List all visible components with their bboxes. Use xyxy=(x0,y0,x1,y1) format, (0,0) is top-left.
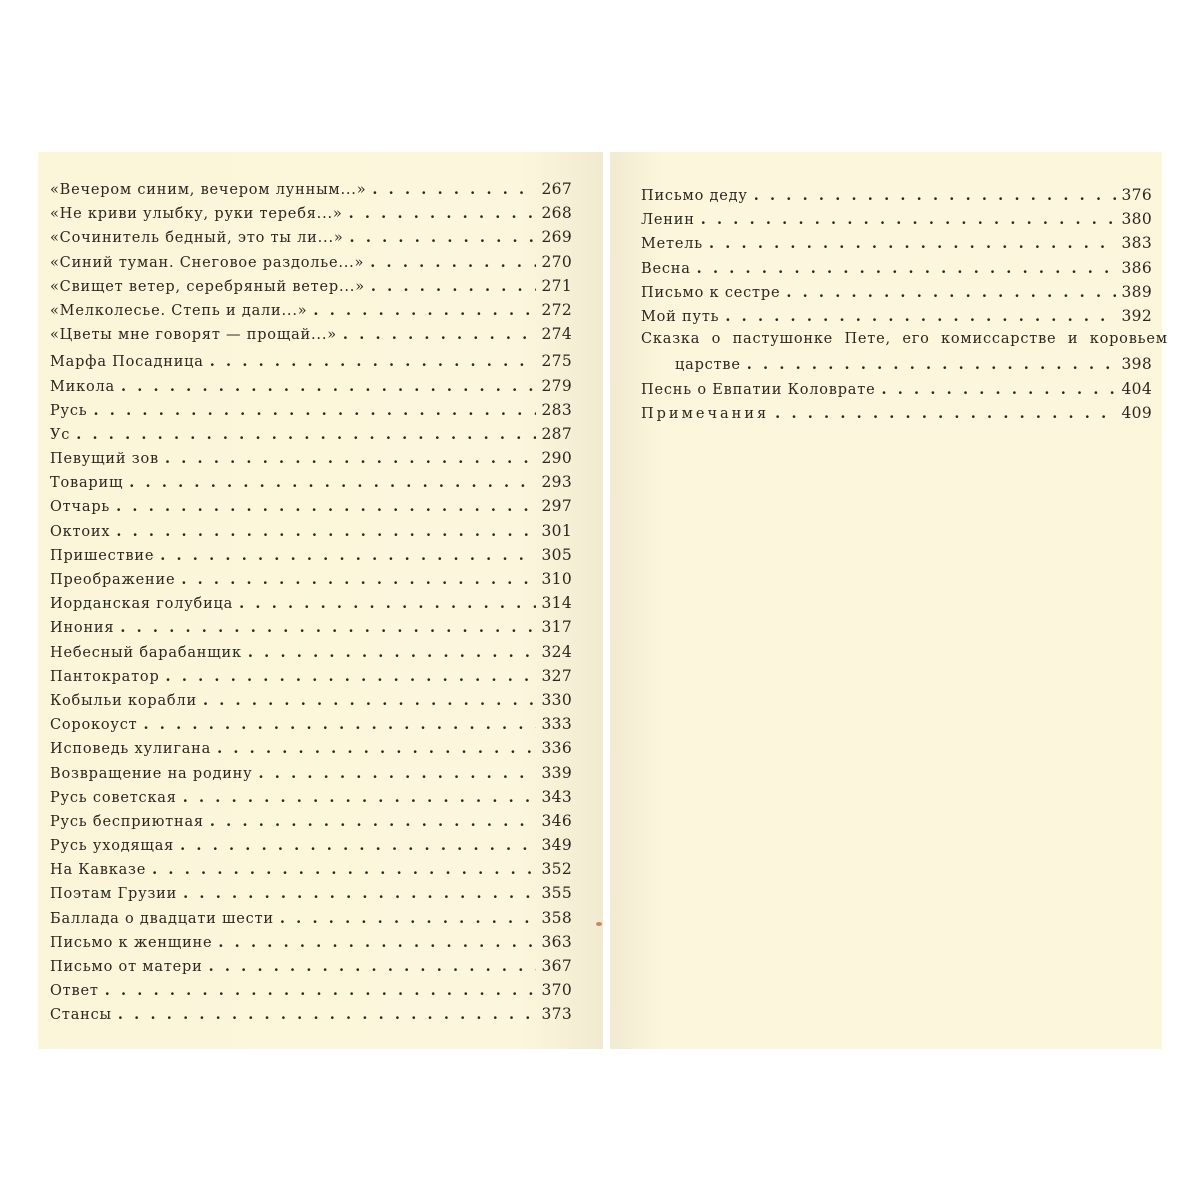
leader-dots xyxy=(160,547,535,564)
leader-dots xyxy=(725,308,1115,325)
toc-entry[interactable] xyxy=(50,618,572,642)
toc-entry-page-number: 301 xyxy=(541,521,572,540)
leader-dots xyxy=(129,474,535,491)
leader-dots xyxy=(76,426,535,443)
toc-entry[interactable] xyxy=(50,228,572,252)
leader-dots xyxy=(181,571,535,588)
toc-entry[interactable] xyxy=(641,404,1152,428)
toc-list-left xyxy=(50,180,572,1030)
toc-entry-page-number: 409 xyxy=(1121,403,1152,422)
toc-entry-title: Возвращение на родину xyxy=(50,765,253,782)
toc-entry[interactable] xyxy=(50,884,572,908)
leader-dots xyxy=(370,254,535,271)
toc-group xyxy=(641,380,1152,428)
toc-entry-page-number: 383 xyxy=(1121,234,1152,253)
toc-entry[interactable] xyxy=(50,812,572,836)
toc-entry-title: Весна xyxy=(641,260,691,277)
toc-entry-title: Письмо к женщине xyxy=(50,934,213,951)
toc-entry-page-number: 386 xyxy=(1121,258,1152,277)
toc-entry-title: Письмо деду xyxy=(641,188,748,204)
toc-entry[interactable] xyxy=(641,259,1152,283)
leader-dots xyxy=(280,910,536,927)
toc-entry-title: Преображение xyxy=(50,572,176,588)
toc-entry-page-number: 324 xyxy=(541,642,572,661)
leader-dots xyxy=(697,260,1116,277)
toc-entry[interactable] xyxy=(50,860,572,884)
toc-entry-page-number: 283 xyxy=(541,400,572,419)
toc-entry-title: царстве xyxy=(675,357,741,374)
toc-entry[interactable] xyxy=(50,377,572,401)
leader-dots xyxy=(121,378,536,395)
toc-entry-page-number: 330 xyxy=(541,690,572,709)
toc-entry-title: Кобыльи корабли xyxy=(50,692,197,709)
right-page xyxy=(610,152,1168,1049)
leader-dots xyxy=(183,789,536,806)
toc-entry-title: Исповедь хулигана xyxy=(50,741,212,758)
toc-entry[interactable] xyxy=(50,957,572,981)
toc-entry[interactable] xyxy=(641,355,1152,379)
toc-entry-page-number: 343 xyxy=(541,787,572,806)
toc-entry-page-number: 358 xyxy=(541,908,572,927)
toc-entry-title: Октоих xyxy=(50,523,111,540)
toc-entry[interactable] xyxy=(50,204,572,228)
toc-entry-title: Русь советская xyxy=(50,789,177,806)
toc-entry[interactable] xyxy=(50,401,572,425)
leader-dots xyxy=(701,211,1116,228)
toc-entry-title: Певущий зов xyxy=(50,451,159,468)
leader-dots xyxy=(165,450,536,467)
toc-entry[interactable] xyxy=(50,933,572,957)
toc-entry-page-number: 380 xyxy=(1121,210,1152,229)
toc-entry-page-number: 404 xyxy=(1121,379,1152,398)
toc-entry[interactable] xyxy=(50,301,572,325)
toc-entry-title: Письмо от матери xyxy=(50,959,203,975)
toc-entry[interactable] xyxy=(50,643,572,667)
toc-entry-title: «Свищет ветер, серебряный ветер...» xyxy=(50,278,365,295)
toc-entry-title: Сорокоуст xyxy=(50,717,138,734)
toc-entry[interactable] xyxy=(50,449,572,473)
toc-entry-page-number: 349 xyxy=(541,836,572,855)
toc-entry-title: Поэтам Грузии xyxy=(50,886,178,903)
toc-entry-title: Иорданская голубица xyxy=(50,596,234,613)
toc-entry-page-number: 305 xyxy=(541,545,572,564)
toc-entry-page-number: 333 xyxy=(541,715,572,734)
toc-entry-title: «Сочинитель бедный, это ты ли...» xyxy=(50,230,344,247)
leader-dots xyxy=(239,595,535,612)
toc-entry-page-number: 370 xyxy=(541,981,572,1000)
toc-entry-page-number: 268 xyxy=(541,204,572,223)
toc-entry-title: Пантократор xyxy=(50,668,160,685)
toc-entry-page-number: 269 xyxy=(541,228,572,247)
leader-dots xyxy=(210,813,536,830)
toc-entry[interactable] xyxy=(50,497,572,521)
toc-entry-page-number: 398 xyxy=(1121,355,1152,374)
toc-entry-title: Товарищ xyxy=(50,475,124,492)
leader-dots xyxy=(371,278,536,295)
toc-entry-page-number: 275 xyxy=(541,352,572,371)
leader-dots xyxy=(209,958,536,975)
toc-entry-page-number: 355 xyxy=(541,884,572,903)
toc-entry-title: «Мелколесье. Степь и дали...» xyxy=(50,302,308,319)
toc-entry-title: Песнь о Евпатии Коловрате xyxy=(641,381,876,398)
toc-entry-page-number: 352 xyxy=(541,860,572,879)
leader-dots xyxy=(217,740,535,757)
toc-entry-page-number: 339 xyxy=(541,763,572,782)
toc-entry[interactable] xyxy=(50,764,572,788)
leader-dots xyxy=(210,353,536,370)
toc-entry-title: «Не криви улыбку, руки теребя...» xyxy=(50,206,343,223)
toc-entry[interactable] xyxy=(50,1005,572,1029)
toc-list-right xyxy=(641,186,1168,428)
toc-entry[interactable] xyxy=(50,473,572,497)
toc-entry-title: «Вечером синим, вечером лунным...» xyxy=(50,182,367,198)
leader-dots xyxy=(118,1006,536,1023)
toc-entry-page-number: 336 xyxy=(541,739,572,758)
toc-entry-title: Небесный барабанщик xyxy=(50,644,242,661)
toc-entry-title: «Цветы мне говорят — прощай...» xyxy=(50,327,337,344)
toc-entry[interactable] xyxy=(50,981,572,1005)
toc-entry-page-number: 373 xyxy=(541,1005,572,1024)
toc-entry-page-number: 293 xyxy=(541,473,572,492)
toc-entry-title: Письмо к сестре xyxy=(641,284,781,301)
leader-dots xyxy=(116,498,535,515)
toc-entry-page-number: 272 xyxy=(541,300,572,319)
toc-entry-title: Инония xyxy=(50,620,115,637)
toc-entry-title: Ус xyxy=(50,426,71,443)
toc-entry[interactable] xyxy=(641,210,1152,234)
leader-dots xyxy=(349,205,536,222)
leader-dots xyxy=(218,934,535,951)
toc-entry-title: Русь бесприютная xyxy=(50,813,204,830)
leader-dots xyxy=(881,381,1115,398)
toc-entry[interactable] xyxy=(641,307,1152,331)
toc-entry-page-number: 392 xyxy=(1121,306,1152,325)
toc-entry[interactable] xyxy=(50,522,572,546)
toc-entry-page-number: 363 xyxy=(541,932,572,951)
toc-entry-title: Марфа Посадница xyxy=(50,354,204,371)
toc-entry-page-number: 297 xyxy=(541,497,572,516)
toc-entry-page-number: 310 xyxy=(541,570,572,588)
toc-entry[interactable] xyxy=(50,570,572,594)
toc-entry-title: Пришествие xyxy=(50,547,155,564)
leader-dots xyxy=(166,668,536,685)
leader-dots xyxy=(258,765,535,782)
toc-entry[interactable] xyxy=(50,788,572,812)
leader-dots xyxy=(180,837,535,854)
leader-dots xyxy=(183,885,535,902)
toc-entry[interactable] xyxy=(50,836,572,860)
leader-dots xyxy=(372,181,535,198)
toc-entry[interactable] xyxy=(50,715,572,739)
toc-entry-page-number: 346 xyxy=(541,811,572,830)
left-page xyxy=(38,152,603,1049)
leader-dots xyxy=(350,229,536,246)
toc-entry[interactable] xyxy=(50,277,572,301)
toc-entry[interactable] xyxy=(641,234,1152,258)
toc-entry-page-number: 327 xyxy=(541,666,572,685)
toc-entry[interactable] xyxy=(50,325,572,349)
toc-entry-title: Русь уходящая xyxy=(50,838,175,855)
toc-entry-title: Сказка о пастушонке Пете, его комиссарстве и коровьем xyxy=(641,331,1168,348)
leader-dots xyxy=(313,302,535,319)
toc-entry-title: Ответ xyxy=(50,983,99,1000)
toc-entry[interactable] xyxy=(50,253,572,277)
leader-dots xyxy=(786,284,1115,301)
toc-entry-page-number: 376 xyxy=(1121,186,1152,204)
toc-entry-page-number: 270 xyxy=(541,252,572,271)
toc-entry-title: Русь xyxy=(50,402,88,419)
toc-entry-page-number: 274 xyxy=(541,325,572,344)
toc-entry[interactable] xyxy=(50,546,572,570)
toc-entry-title: «Синий туман. Снеговое раздолье...» xyxy=(50,254,365,271)
toc-entry[interactable] xyxy=(50,425,572,449)
toc-entry-page-number: 271 xyxy=(541,276,572,295)
toc-entry-title: Баллада о двадцати шести xyxy=(50,910,274,927)
leader-dots xyxy=(747,356,1116,373)
toc-entry-title: Метель xyxy=(641,236,703,253)
paper-stain xyxy=(596,922,602,926)
toc-entry[interactable] xyxy=(641,186,1152,210)
leader-dots xyxy=(709,235,1116,252)
toc-entry[interactable] xyxy=(50,180,572,204)
toc-entry-title: Ленин xyxy=(641,212,695,229)
toc-entry-title: Микола xyxy=(50,378,115,395)
toc-entry[interactable] xyxy=(50,691,572,715)
toc-entry-title: Отчарь xyxy=(50,499,111,516)
toc-entry-page-number: 389 xyxy=(1121,282,1152,301)
toc-entry-page-number: 367 xyxy=(541,957,572,975)
toc-entry-page-number: 279 xyxy=(541,376,572,395)
leader-dots xyxy=(120,619,535,636)
toc-entry-title: Примечания xyxy=(641,405,770,422)
toc-entry[interactable] xyxy=(50,667,572,691)
leader-dots xyxy=(152,861,535,878)
toc-entry[interactable] xyxy=(641,380,1152,404)
leader-dots xyxy=(754,187,1116,204)
toc-entry[interactable] xyxy=(50,352,572,376)
leader-dots xyxy=(116,523,535,540)
leader-dots xyxy=(105,982,536,999)
leader-dots xyxy=(144,716,536,733)
leader-dots xyxy=(343,326,536,343)
toc-entry-page-number: 267 xyxy=(541,180,572,198)
toc-entry-title: Стансы xyxy=(50,1007,112,1024)
leader-dots xyxy=(775,405,1115,422)
leader-dots xyxy=(203,692,536,709)
toc-entry[interactable] xyxy=(50,594,572,618)
toc-entry-title: Мой путь xyxy=(641,308,720,325)
toc-entry-page-number: 287 xyxy=(541,424,572,443)
leader-dots xyxy=(248,644,536,661)
toc-entry[interactable] xyxy=(50,739,572,763)
toc-entry[interactable] xyxy=(50,909,572,933)
toc-entry-title: На Кавказе xyxy=(50,862,147,879)
toc-group xyxy=(641,186,1152,331)
toc-entry-page-number: 317 xyxy=(541,618,572,637)
toc-entry-title-line xyxy=(641,331,1168,355)
toc-entry[interactable] xyxy=(641,283,1152,307)
toc-entry-page-number: 314 xyxy=(541,594,572,613)
toc-entry-page-number: 290 xyxy=(541,449,572,468)
leader-dots xyxy=(94,402,536,419)
